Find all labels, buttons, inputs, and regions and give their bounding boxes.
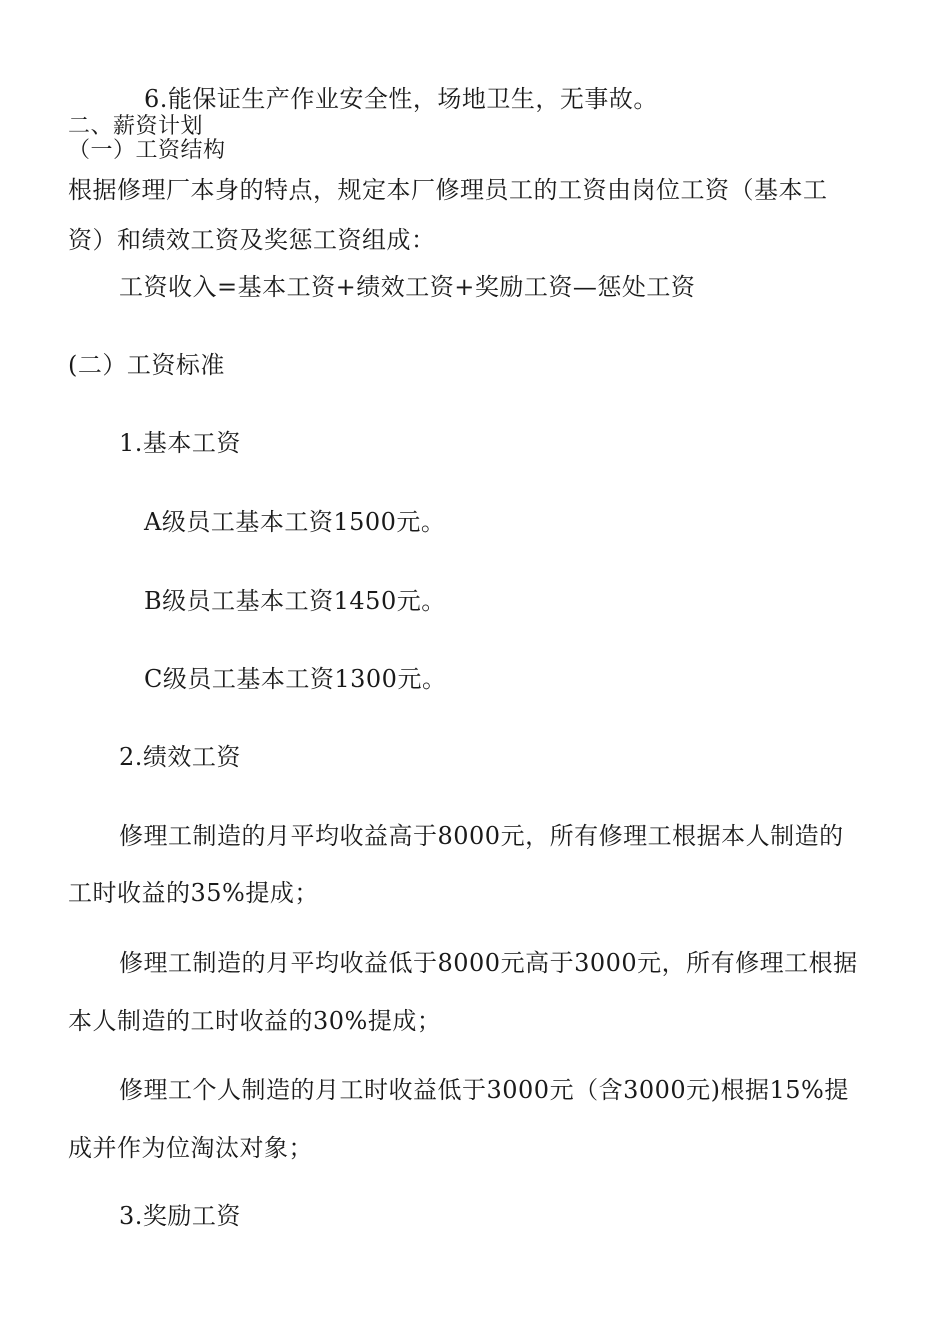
- grade-b-wage: B级员工基本工资1450元。: [144, 587, 446, 615]
- basic-wage-title: 1.基本工资: [119, 429, 241, 457]
- performance-wage-title: 2.绩效工资: [119, 743, 241, 771]
- section-2-title: 二、薪资计划: [68, 114, 204, 139]
- structure-para-line-1: 根据修理厂本身的特点，规定本厂修理员工的工资由岗位工资（基本工: [68, 176, 828, 204]
- performance-rule-3-line-2: 成并作为位淘汰对象；: [68, 1134, 313, 1162]
- sub-2-title: (二）工资标准: [68, 351, 225, 379]
- performance-rule-1-line-2: 工时收益的35%提成；: [68, 879, 319, 907]
- reward-wage-title: 3.奖励工资: [119, 1202, 241, 1230]
- performance-rule-2-line-1: 修理工制造的月平均收益低于8000元高于3000元，所有修理工根据: [119, 949, 858, 977]
- sub-1-title: （一）工资结构: [68, 138, 226, 163]
- grade-c-wage: C级员工基本工资1300元。: [144, 665, 447, 693]
- item-6: 6.能保证生产作业安全性，场地卫生，无事故。: [144, 85, 658, 113]
- performance-rule-3-line-1: 修理工个人制造的月工时收益低于3000元（含3000元)根据15%提: [119, 1076, 849, 1104]
- performance-rule-1-line-1: 修理工制造的月平均收益高于8000元，所有修理工根据本人制造的: [119, 822, 844, 850]
- performance-rule-2-line-2: 本人制造的工时收益的30%提成；: [68, 1007, 442, 1035]
- structure-para-line-2: 资）和绩效工资及奖惩工资组成：: [68, 226, 436, 254]
- grade-a-wage: A级员工基本工资1500元。: [144, 508, 446, 536]
- wage-formula: 工资收入=基本工资+绩效工资+奖励工资—惩处工资: [119, 273, 696, 301]
